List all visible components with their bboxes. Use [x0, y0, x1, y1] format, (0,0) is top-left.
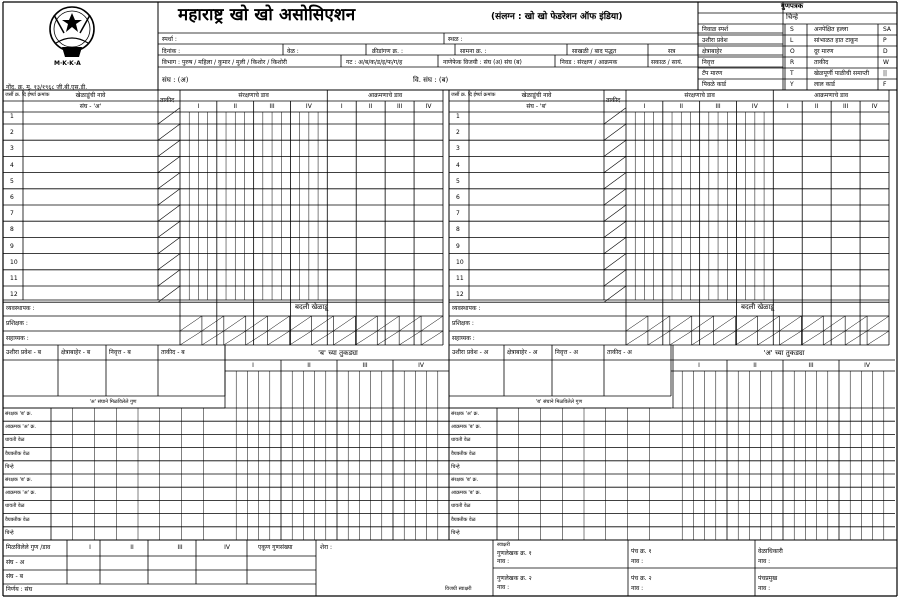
- attack-header: आक्रमणाचे डाव: [814, 92, 849, 99]
- jersey-number: 11: [10, 275, 18, 282]
- inning-label: IV: [418, 362, 424, 369]
- points-row-label: आक्रमक 'अ' क्र.: [5, 424, 36, 431]
- attack-header: आक्रमणाचे डाव: [368, 92, 403, 99]
- manager-label: व्यवस्थापक :: [6, 305, 35, 312]
- jersey-number: 6: [10, 194, 14, 201]
- assistant-label: सहाय्यक :: [452, 335, 475, 342]
- jersey-number: 10: [10, 258, 18, 266]
- points-row-label: चिन्हे: [5, 529, 14, 536]
- jersey-number: 10: [456, 258, 464, 266]
- legend-label: अनपेक्षित हल्ला: [814, 26, 849, 33]
- scorer1-label: गुणलेखक क्र. १: [497, 550, 532, 557]
- team-label: संघ - 'ब': [526, 103, 547, 110]
- legend-code: P: [883, 37, 887, 44]
- jersey-number: 5: [456, 177, 460, 185]
- points-row-label: आक्रमक 'ब' क्र.: [451, 424, 481, 431]
- name-label: नाव :: [497, 584, 510, 591]
- legend-code: Y: [790, 81, 794, 88]
- team-label: संघ - 'अ': [79, 103, 102, 110]
- legend-code: F: [883, 81, 887, 88]
- retired-label: निवृत्त - अ: [555, 349, 578, 356]
- points-row-label: आक्रमक 'अ' क्र.: [5, 490, 36, 497]
- legend-code: W: [883, 59, 889, 66]
- inning-label: III: [177, 544, 183, 551]
- inning-label: IV: [871, 103, 878, 110]
- batch-title: 'अ' च्या तुकड्या: [763, 349, 805, 357]
- inning-label: III: [842, 103, 849, 110]
- legend-code: S: [790, 26, 794, 33]
- morning-evening-field[interactable]: सकाळ / सायं.: [651, 59, 683, 66]
- substitute-header: बदली खेळाडू: [294, 303, 329, 311]
- inning-label: I: [89, 544, 91, 551]
- jersey-number: 3: [456, 145, 460, 153]
- registration-number: नोंद. क्र. मु. १३/१९६८ जी.बी.एस.डी.: [6, 84, 88, 91]
- jersey-number: 4: [456, 161, 460, 169]
- toss-field[interactable]: नाणेफेक विजयी : संघ (अ) संघ (ब): [443, 59, 522, 66]
- legend-subtitle: चिन्हे: [785, 13, 799, 21]
- inning-label: II: [368, 103, 373, 110]
- out-of-field-label: क्षेत्राबाहेर - ब: [61, 349, 91, 356]
- points-title: 'अ' संघाने मिळविलेले गुण: [89, 399, 137, 405]
- points-row-label: धावती वेळ: [451, 437, 471, 444]
- assistant-label: सहाय्यक :: [6, 335, 29, 342]
- jersey-number: 9: [10, 242, 14, 250]
- inning-label: II: [130, 544, 134, 551]
- jersey-number: 12: [10, 291, 18, 299]
- coach-label: प्रशिक्षक :: [6, 320, 28, 327]
- warning-label: ताकीद - ब: [161, 349, 185, 356]
- league-field[interactable]: साखळी / बाद पद्धत: [572, 48, 617, 55]
- legend-label: उशीरा प्रवेश: [702, 37, 728, 44]
- legend-code: O: [790, 48, 795, 55]
- group-field[interactable]: गट : अ/ब/क/ड/इ/फ/ग/ह: [346, 59, 403, 66]
- team-a-field[interactable]: संघ : (अ): [162, 76, 189, 84]
- points-row-label: धावती वेळ: [451, 503, 471, 510]
- jersey-number: 2: [456, 129, 460, 137]
- legend-label: निवाळ स्पर्श: [702, 26, 729, 33]
- legend-label: क्षेत्राबाहेर: [702, 48, 722, 55]
- late-entry-label: उशीरा प्रवेश - अ: [452, 349, 489, 356]
- players-header: खेळाडूंची नावे: [521, 92, 552, 99]
- legend-label: लाल कार्ड: [814, 81, 835, 88]
- inning-label: II: [814, 103, 819, 110]
- legend-label: टॅप मारण: [702, 70, 723, 77]
- legend-code: L: [790, 37, 794, 44]
- legend-code: ||: [883, 70, 888, 77]
- team-a-score: संघ - अ: [6, 559, 25, 566]
- points-row-label: संरक्षक 'ब' क्र.: [5, 477, 33, 483]
- jersey-number: 8: [10, 226, 14, 234]
- points-row-label: संरक्षक 'ब' क्र.: [451, 477, 479, 483]
- jersey-number: 5: [10, 177, 14, 185]
- warning-header: ताकीद: [606, 97, 621, 104]
- inning-label: IV: [751, 103, 758, 110]
- legend-label: ताकीद: [814, 59, 829, 66]
- legend-title: गुणपत्रक: [780, 2, 804, 10]
- inning-label: II: [233, 103, 237, 110]
- points-row-label: वैयक्तीक वेळ: [5, 516, 30, 523]
- late-entry-label: उशीरा प्रवेश - ब: [6, 349, 42, 356]
- umpire1-label: पंच क्र. १: [631, 548, 652, 555]
- umpire2-label: पंच क्र. २: [631, 575, 652, 582]
- warning-header: ताकीद: [160, 97, 175, 104]
- name-label: नाव :: [758, 585, 771, 592]
- inning-label: III: [269, 103, 275, 110]
- jersey-header: जर्सी क्र. दि ईर्ष्या क्रमांक: [451, 92, 496, 98]
- inning-label: III: [808, 362, 814, 369]
- points-row-label: चिन्हे: [451, 463, 460, 470]
- name-label: नाव :: [631, 585, 644, 592]
- jersey-number: 1: [10, 113, 14, 120]
- legend-label: दूर मारण: [814, 48, 834, 55]
- scorer2-label: गुणलेखक क्र. २: [497, 575, 532, 582]
- inning-label: I: [197, 103, 200, 110]
- legend-code: SA: [883, 26, 892, 33]
- points-row-label: संरक्षक 'अ' क्र.: [451, 411, 480, 417]
- batch-title: 'ब' च्या तुकड्या: [318, 349, 358, 357]
- jersey-number: 7: [10, 210, 14, 218]
- points-row-label: वैयक्तीक वेळ: [451, 450, 476, 457]
- jersey-number: 2: [10, 129, 14, 137]
- legend-code: R: [790, 59, 795, 66]
- date-field[interactable]: दिनांक :: [162, 48, 181, 55]
- inning-label: III: [396, 103, 403, 110]
- defense-header: संरक्षणाचे डाव: [684, 92, 715, 99]
- score-title: मिळविलेले गुण /डाव: [6, 544, 51, 551]
- inning-label: I: [786, 103, 789, 110]
- jersey-number: 7: [456, 210, 460, 218]
- inning-label: IV: [864, 362, 870, 369]
- remark-label: शेरा :: [320, 544, 333, 551]
- points-row-label: धावती वेळ: [5, 437, 25, 444]
- winner-sign-label: विजयी स्वाक्षरी: [445, 586, 472, 592]
- scorers-label: स्वाक्षरी: [497, 542, 510, 548]
- coach-label: प्रशिक्षक :: [452, 320, 474, 327]
- jersey-header: जर्सी क्र. दि ईर्ष्या क्रमांक: [5, 92, 50, 98]
- inning-label: II: [679, 103, 683, 110]
- name-label: नाव :: [497, 558, 510, 565]
- jersey-number: 8: [456, 226, 460, 234]
- inning-label: IV: [425, 103, 432, 110]
- match-number-field[interactable]: सामना क्र. :: [460, 48, 487, 55]
- points-row-label: चिन्हे: [451, 529, 460, 536]
- referee-label: पंचप्रमुख: [758, 575, 778, 582]
- jersey-number: 3: [10, 145, 14, 153]
- page-title: महाराष्ट्र खो खो असोसिएशन: [178, 5, 356, 25]
- points-row-label: वैयक्तीक वेळ: [451, 516, 476, 523]
- inning-label: III: [715, 103, 721, 110]
- total-label: एकूण गुणसंख्या: [258, 544, 293, 551]
- inning-label: I: [698, 362, 700, 369]
- inning-label: I: [340, 103, 343, 110]
- timekeeper-label: वेळाधिकारी: [758, 548, 783, 555]
- inning-label: IV: [224, 544, 230, 551]
- warning-label: ताकीद - अ: [607, 349, 632, 356]
- out-of-field-label: क्षेत्राबाहेर - अ: [507, 349, 538, 356]
- jersey-number: 9: [456, 242, 460, 250]
- inning-label: I: [252, 362, 254, 369]
- points-row-label: चिन्हे: [5, 463, 14, 470]
- substitute-header: बदली खेळाडू: [740, 303, 775, 311]
- inning-label: IV: [305, 103, 312, 110]
- legend-label: सांभाळत हात टाकून: [814, 37, 858, 44]
- result-label: निर्णय : संघ: [6, 586, 33, 593]
- ground-field[interactable]: क्रीडांगण क्र. :: [372, 48, 403, 55]
- inning-label: II: [307, 362, 311, 369]
- team-b-score: संघ - ब: [6, 573, 24, 580]
- legend-code: T: [790, 70, 794, 77]
- legend-label: खेळपूर्णी पाळीची समाप्ती: [814, 70, 870, 77]
- inning-label: III: [362, 362, 368, 369]
- category-field[interactable]: विभाग : पुरुष / महिला / कुमार / मुली / किशोर / किशोरी: [162, 59, 287, 66]
- jersey-number: 4: [10, 161, 14, 169]
- points-row-label: संरक्षक 'ब' क्र.: [5, 411, 33, 417]
- session-field[interactable]: सत्र: [668, 48, 676, 55]
- legend-label: निवृत्त: [702, 59, 715, 66]
- points-row-label: वैयक्तीक वेळ: [5, 450, 30, 457]
- team-b-field[interactable]: वि. संघ : (ब): [413, 76, 449, 84]
- points-row-label: आक्रमक 'ब' क्र.: [451, 490, 481, 497]
- affiliation: (संलग्न : खो खो फेडरेशन ऑफ इंडिया): [491, 12, 623, 22]
- association-logo: [42, 3, 102, 75]
- jersey-number: 1: [456, 113, 460, 120]
- choice-field[interactable]: निवड : संरक्षण / आक्रमक: [560, 59, 618, 66]
- defense-header: संरक्षणाचे डाव: [238, 92, 269, 99]
- jersey-number: 11: [456, 275, 464, 282]
- jersey-number: 12: [456, 291, 464, 299]
- name-label: नाव :: [758, 558, 771, 565]
- legend-label: पिवळे कार्ड: [702, 81, 727, 88]
- venue-field[interactable]: स्थळ :: [448, 36, 463, 43]
- retired-label: निवृत्त - ब: [109, 349, 131, 356]
- points-title: 'ब' संघाने मिळविलेले गुण: [535, 399, 583, 405]
- points-row-label: धावती वेळ: [5, 503, 25, 510]
- jersey-number: 6: [456, 194, 460, 201]
- logo-text: M·K·K·A: [54, 60, 81, 67]
- players-header: खेळाडूंची नावे: [75, 92, 106, 99]
- manager-label: व्यवस्थापक :: [452, 305, 481, 312]
- inning-label: II: [753, 362, 757, 369]
- legend-code: D: [883, 48, 888, 55]
- inning-label: I: [643, 103, 646, 110]
- time-field[interactable]: वेळ :: [287, 48, 299, 55]
- tournament-field[interactable]: स्पर्धा :: [162, 36, 177, 43]
- name-label: नाव :: [631, 558, 644, 565]
